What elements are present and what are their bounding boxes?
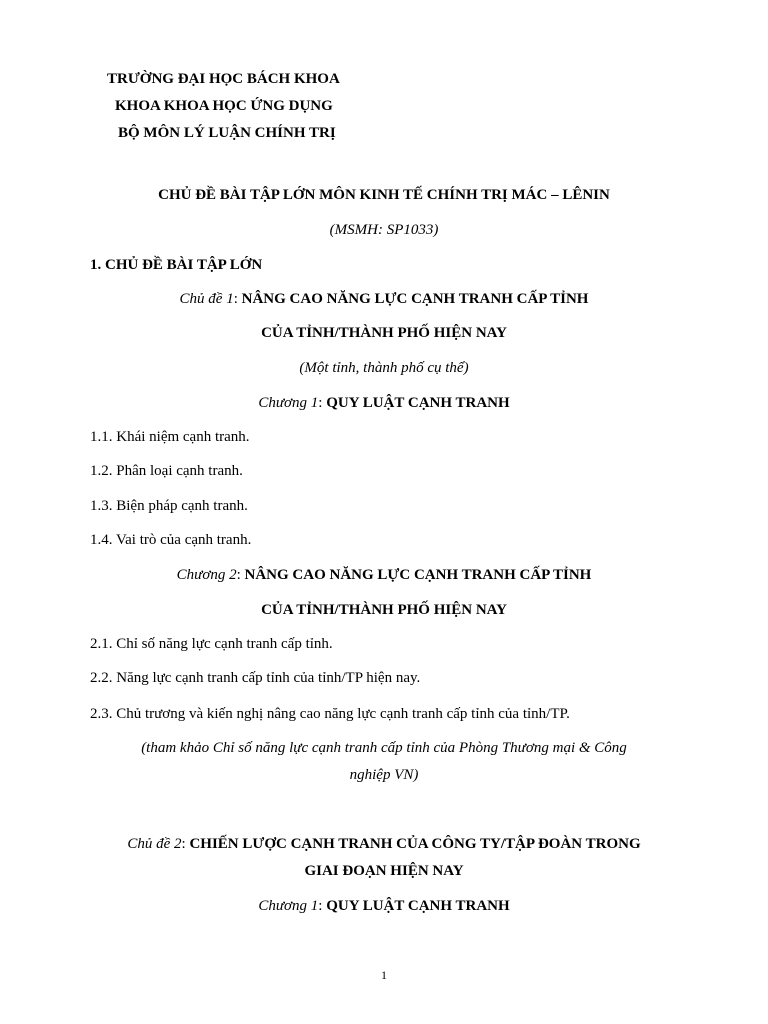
section-heading: 1. CHỦ ĐỀ BÀI TẬP LỚN	[90, 257, 263, 273]
list-item: 1.1. Khái niệm cạnh tranh.	[90, 429, 250, 445]
topic2-title-line1: CHIẾN LƯỢC CẠNH TRANH CỦA CÔNG TY/TẬP ĐOÀN TRONG	[189, 836, 641, 852]
topic1-chapter2-prefix: Chương 2	[176, 567, 237, 583]
course-code: (MSMH: SP1033)	[329, 222, 439, 238]
list-item: 2.2. Năng lực cạnh tranh cấp tỉnh của tỉnh/TP hiện nay.	[90, 670, 421, 686]
topic2-chapter1-prefix: Chương 1	[258, 898, 319, 914]
topic1-prefix: Chủ đề 1	[179, 291, 234, 307]
topic2-prefix: Chủ đề 2	[127, 836, 182, 852]
topic2-chapter1-title: QUY LUẬT CẠNH TRANH	[326, 898, 510, 914]
list-item: 2.1. Chỉ số năng lực cạnh tranh cấp tỉnh.	[90, 636, 333, 652]
reference-note-line1: (tham khảo Chỉ số năng lực cạnh tranh cấp tỉnh của Phòng Thương mại & Công	[141, 740, 627, 756]
topic1-chapter2-title-line2: CỦA TỈNH/THÀNH PHỐ HIỆN NAY	[261, 602, 507, 618]
topic1-title-line1: NÂNG CAO NĂNG LỰC CẠNH TRANH CẤP TỈNH	[241, 291, 589, 307]
topic1-chapter1-heading: Chương 1: QUY LUẬT CẠNH TRANH	[258, 395, 510, 411]
faculty-name: KHOA KHOA HỌC ỨNG DỤNG	[115, 98, 333, 114]
topic1-title: Chủ đề 1: NÂNG CAO NĂNG LỰC CẠNH TRANH CẤP TỈNH	[179, 291, 589, 307]
topic1-chapter1-prefix: Chương 1	[258, 395, 319, 411]
topic2-title: Chủ đề 2: CHIẾN LƯỢC CẠNH TRANH CỦA CÔNG TY/TẬP ĐOÀN TRONG	[127, 836, 641, 852]
document-title: CHỦ ĐỀ BÀI TẬP LỚN MÔN KINH TẾ CHÍNH TRỊ MÁC – LÊNIN	[158, 187, 610, 203]
list-item: 2.3. Chủ trương và kiến nghị nâng cao năng lực cạnh tranh cấp tỉnh của tỉnh/TP.	[90, 706, 570, 722]
department-name: BỘ MÔN LÝ LUẬN CHÍNH TRỊ	[118, 125, 336, 141]
list-item: 1.2. Phân loại cạnh tranh.	[90, 463, 243, 479]
reference-note-line2: nghiệp VN)	[349, 767, 419, 783]
topic2-title-line2: GIAI ĐOẠN HIỆN NAY	[304, 863, 464, 879]
list-item: 1.4. Vai trò của cạnh tranh.	[90, 532, 252, 548]
topic1-chapter1-title: QUY LUẬT CẠNH TRANH	[326, 395, 510, 411]
topic1-note: (Một tỉnh, thành phố cụ thể)	[299, 360, 469, 376]
university-name: TRƯỜNG ĐẠI HỌC BÁCH KHOA	[107, 71, 340, 87]
topic1-chapter2-title-line1: NÂNG CAO NĂNG LỰC CẠNH TRANH CẤP TỈNH	[244, 567, 592, 583]
topic2-chapter1-heading: Chương 1: QUY LUẬT CẠNH TRANH	[258, 898, 510, 914]
page-number: 1	[381, 968, 387, 982]
topic1-title-line2: CỦA TỈNH/THÀNH PHỐ HIỆN NAY	[261, 325, 507, 341]
list-item: 1.3. Biện pháp cạnh tranh.	[90, 498, 248, 514]
topic1-chapter2-heading: Chương 2: NÂNG CAO NĂNG LỰC CẠNH TRANH CẤP TỈNH	[176, 567, 592, 583]
